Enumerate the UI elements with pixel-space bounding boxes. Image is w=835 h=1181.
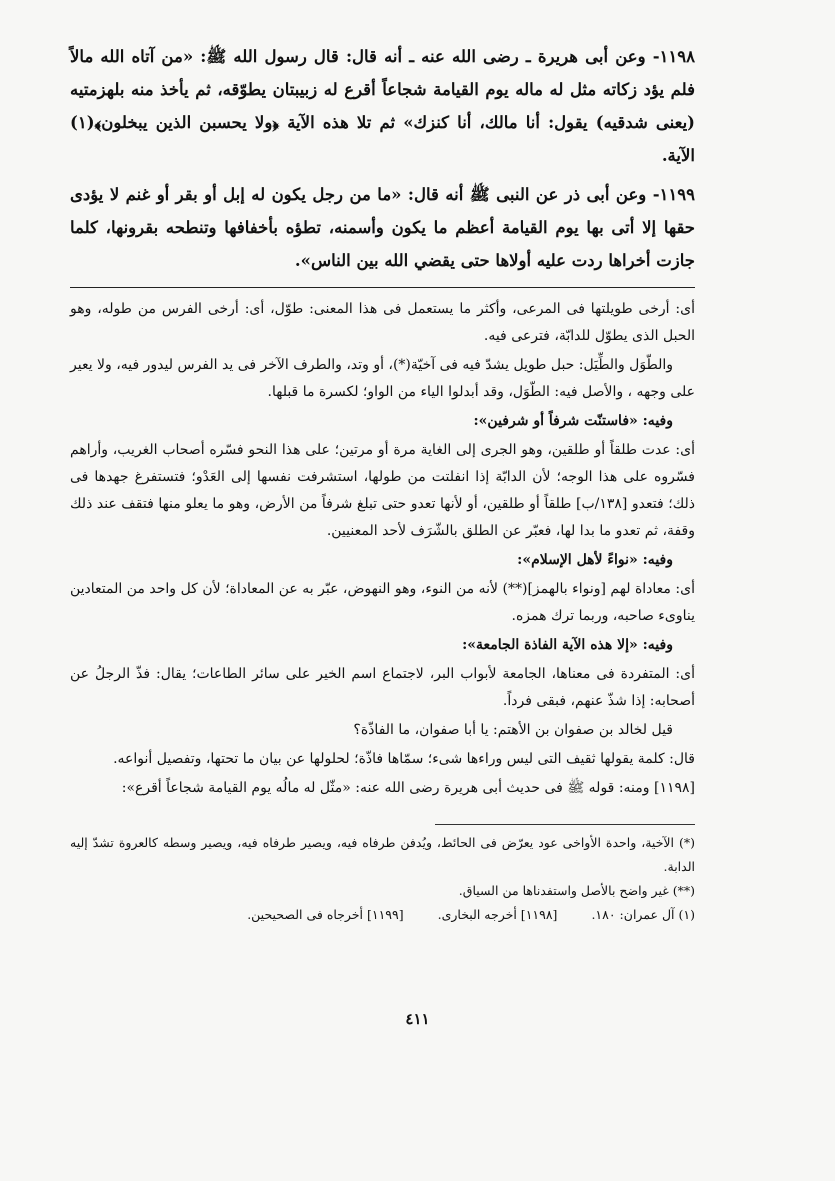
reference-note: [١١٩٩] أخرجاه فى الصحيحين. [247,907,404,922]
commentary-paragraph: قال: كلمة يقولها ثقيف التى ليس وراءها شىء؛ سمّاها فاذّة؛ لحلولها عن بيان ما تحتها، وتفصيل أنواعه. [113,751,695,767]
footnote-divider [435,824,695,825]
commentary-heading: وفيه: «نواءً لأهل الإسلام»: [517,552,673,568]
hadith-1199: ١١٩٩- وعن أبى ذر عن النبى ﷺ أنه قال: «ما من رجل يكون له إبل أو بقر أو غنم لا يؤدى حقها إلا أتى بها يوم القيامة أعظم ما يكون وأسمنه، تطؤه بأخفافها وتنطحه بقرونها، كلما جازت أخراها ردت عليه أولاها حتى يقضي الله بين الناس». [70,185,695,270]
page-content [70,40,695,927]
section-divider [70,287,695,288]
footnote: (**) غير واضح بالأصل واستفدناها من السياق. [458,883,695,898]
footnote-references [70,903,695,927]
hadith-1198: ١١٩٨- وعن أبى هريرة ـ رضى الله عنه ـ أنه قال: قال رسول الله ﷺ: «من آتاه الله مالاً فلم يؤد زكاته مثل له ماله يوم القيامة شجاعاً أقرع له زبيبتان يطوّقه، ثم يأخذ منه بلهزمتيه (يعنى شدقيه) يقول: أنا مالك، أنا كنزك» ثم تلا هذه الآية ﴿ولا يحسبن الذين يبخلون﴾(١) الآية. [70,47,695,165]
commentary-heading: وفيه: «فاستنّت شرفاً أو شرفين»: [473,413,673,429]
reference-note: (١) آل عمران: ١٨٠. [591,907,695,922]
commentary-paragraph: أى: أرخى طويلتها فى المرعى، وأكثر ما يستعمل فى هذا المعنى: طوّل، أى: أرخى الفرس من طوله، وهو الحبل الذى يطوّل للدابّة، فترعى فيه. [70,301,695,344]
commentary-heading: وفيه: «إلا هذه الآية الفاذة الجامعة»: [462,637,673,653]
page-number: ٤١١ [405,1010,430,1028]
commentary-paragraph: أى: عدت طلقاً أو طلقين، وهو الجرى إلى الغاية مرة أو مرتين؛ على هذا النحو فسّره أصحاب الغريب، وأراهم فسّروه على هذا الوجه؛ لأن الدابّة إذا انفلتت من طولها، استشرفت نفسها إلى العَدْو؛ فتستفرغ جهدها فى ذلك؛ فتعدو [١٣٨/ب] طلقاً أو طلقين، أو لأنها تعدو حتى تبلغ شرفاً من الأرض، وهو ما يعلو منها فتقف عند ذلك وقفة، ثم تعدو ما بدا لها، فعبّر عن الطلق بالشّرَف لأحد المعنيين. [70,442,695,539]
commentary-paragraph: والطّوَل والطِّيَل: حبل طويل يشدّ فيه فى آخيّة(*)، أو وتد، والطرف الآخر فى يد الفرس ليدور فيه، ولا يعير على وجهه ، والأصل فيه: الطّوَل، وقد أبدلوا الياء من الواو؛ لكسرة ما قبلها. [70,357,695,400]
reference-note: [١١٩٨] أخرجه البخارى. [437,907,558,922]
commentary-paragraph: أى: معاداة لهم [ونواء بالهمز](**) لأنه من النوء، وهو النهوض، عبّر به عن المعاداة؛ لأن كل واحد من المتعادين يناوىء صاحبه، وربما ترك همزه. [70,581,695,624]
commentary-paragraph: قيل لخالد بن صفوان بن الأهتم: يا أبا صفوان، ما الفاذّة؟ [353,722,673,738]
commentary-paragraph: أى: المتفردة فى معناها، الجامعة لأبواب البر، لاجتماع اسم الخير على سائر الطاعات؛ يقال: فذّ الرجلُ عن أصحابه: إذا شذّ عنهم، فبقى فرداً. [70,666,695,709]
footnote: (*) الآخية، واحدة الأواخى عود يعرّض فى الحائط، ويُدفن طرفاه فيه، ويصير طرفاه فيه، ويصير وسطه كالعروة تشدّ إليه الدابة. [70,835,695,874]
commentary-paragraph: [١١٩٨] ومنه: قوله ﷺ فى حديث أبى هريرة رضى الله عنه: «مثّل له مالُه يوم القيامة شجاعاً أقرع»: [121,780,695,796]
